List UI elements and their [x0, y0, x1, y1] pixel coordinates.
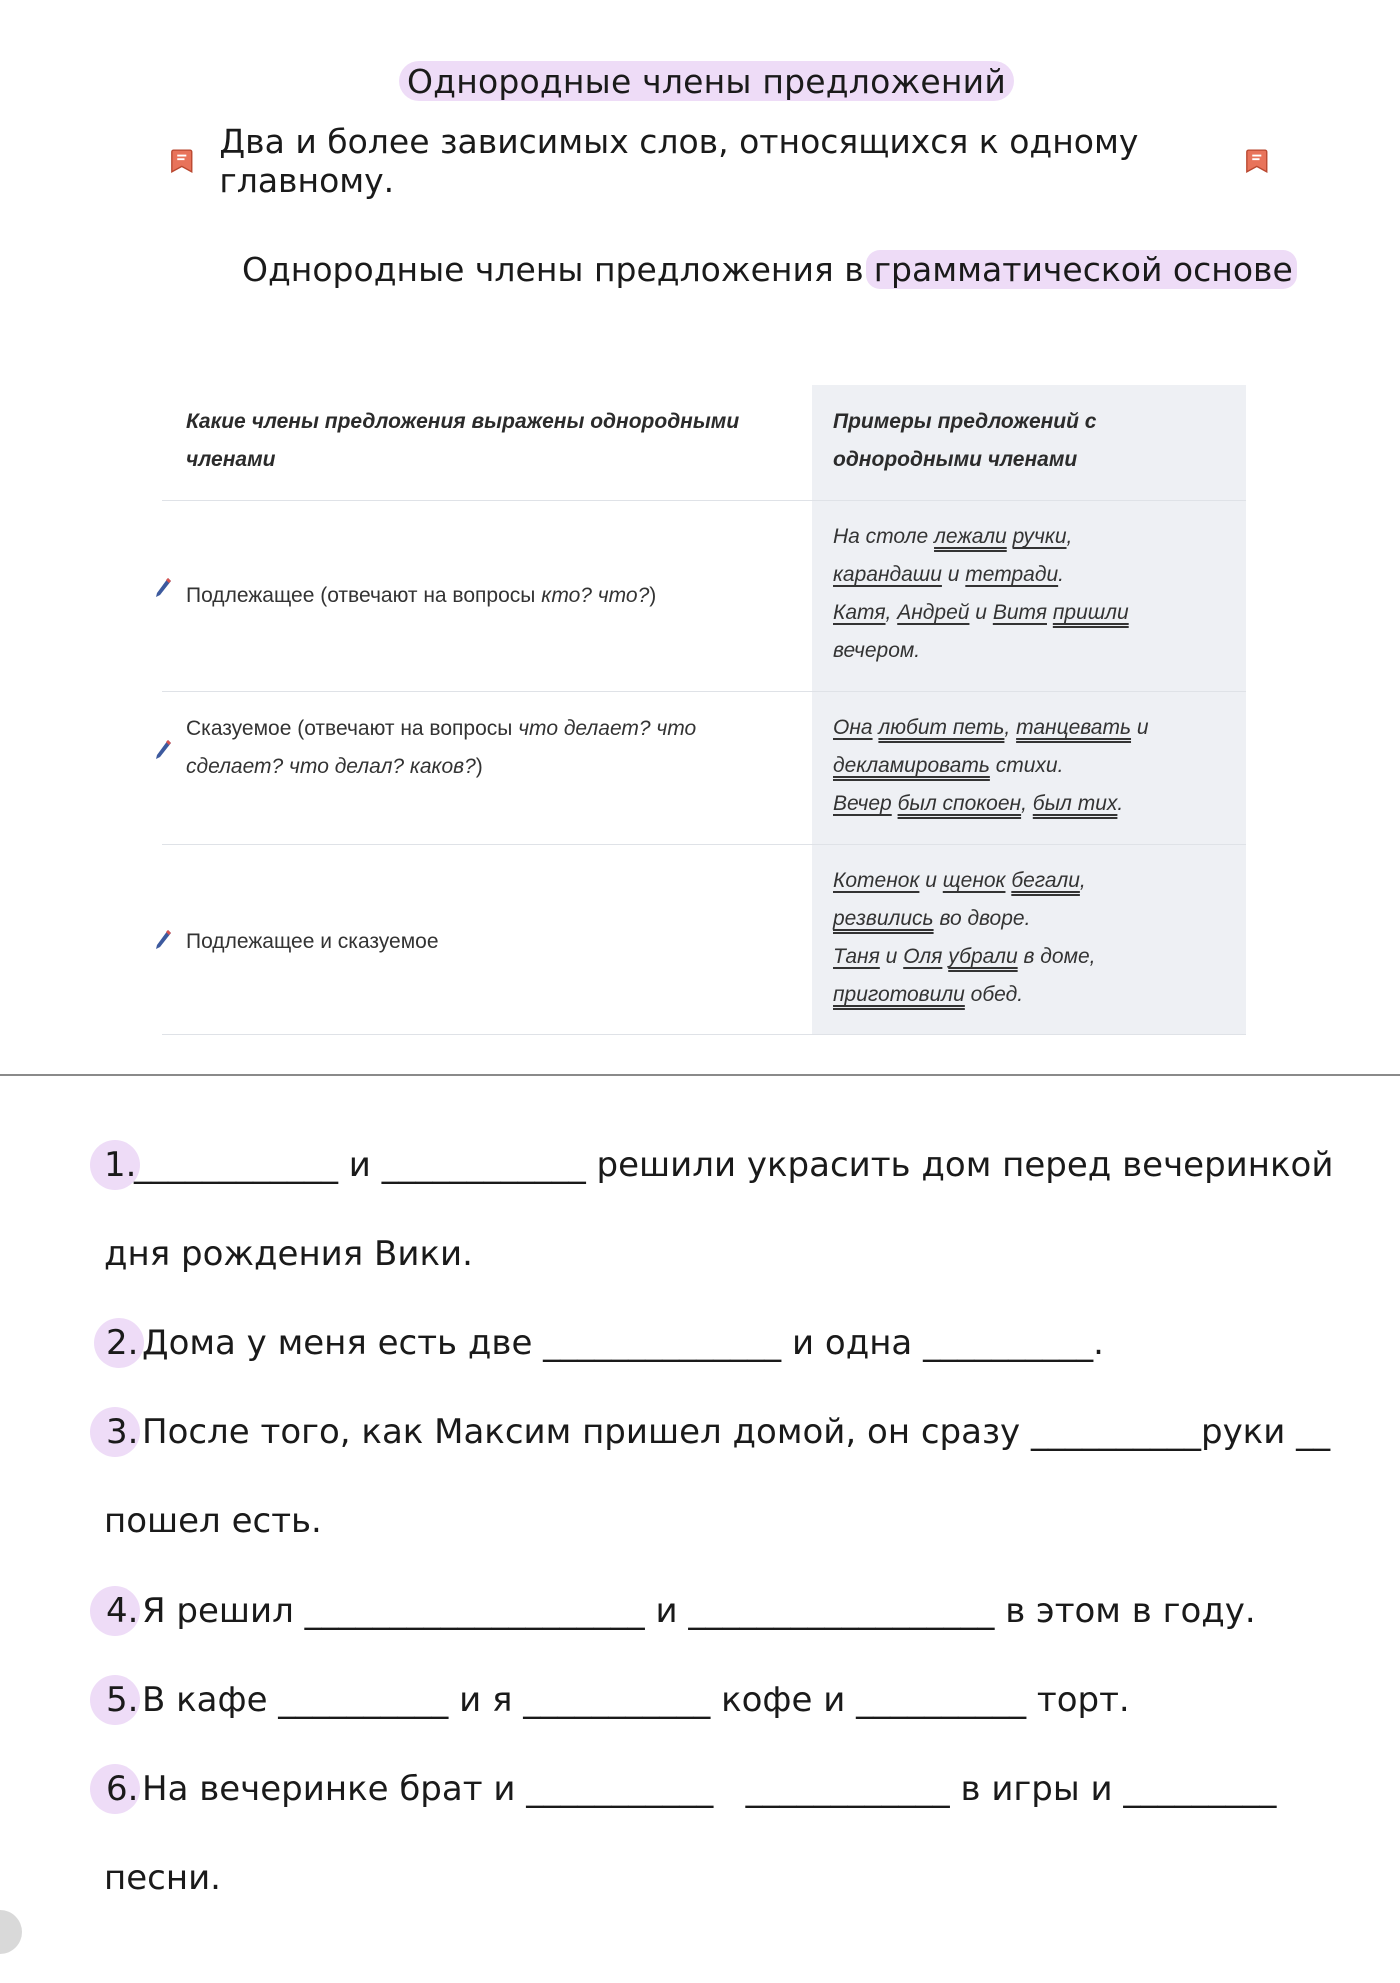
- example-word: стихи.: [995, 754, 1064, 777]
- example-word: вечером.: [833, 639, 921, 662]
- example-word: ,: [1079, 869, 1086, 892]
- example-word: тетради: [965, 563, 1059, 586]
- example-word: ,: [885, 601, 892, 624]
- header-cell-examples: Примеры предложений с однородными членами: [833, 410, 1097, 471]
- example-word: танцевать: [1016, 716, 1132, 739]
- header-cell-members: Какие члены предложения выражены однородными членами: [186, 410, 740, 471]
- subtitle-text: Однородные члены предложения в: [242, 249, 864, 289]
- example-word: был спокоен: [897, 792, 1022, 815]
- pencil-icon: [154, 576, 172, 600]
- example-word: .: [1117, 792, 1124, 815]
- example-word: и: [925, 869, 937, 892]
- member-text: Подлежащее (отвечают на вопросы: [186, 584, 542, 607]
- example-word: и: [885, 945, 898, 968]
- row-example-cell: [833, 709, 1223, 823]
- example-word: Витя: [992, 601, 1047, 624]
- member-question: что делает? что сделает? что делал? каков?: [186, 717, 697, 778]
- example-word: декламировать: [833, 754, 990, 777]
- member-end: ): [475, 755, 483, 778]
- example-word: и: [975, 601, 987, 624]
- example-word: На столе: [833, 525, 929, 548]
- member-text: Подлежащее и сказуемое: [186, 930, 439, 953]
- bookmark-icon: [1245, 146, 1270, 176]
- exercise-number: 5.: [106, 1680, 139, 1720]
- example-word: в доме,: [1023, 945, 1096, 968]
- example-word: пришли: [1052, 601, 1129, 624]
- example-word: карандаши: [833, 563, 942, 586]
- row-example-cell: [833, 518, 1223, 670]
- example-word: обед.: [970, 983, 1024, 1006]
- example-word: ,: [1004, 716, 1011, 739]
- member-end: ): [649, 584, 657, 607]
- example-word: Она: [833, 716, 873, 739]
- example-word: ,: [1021, 792, 1027, 815]
- pencil-icon: [154, 738, 172, 762]
- page-corner-badge: [0, 1910, 22, 1954]
- example-word: ручки: [1012, 525, 1067, 548]
- row-member-cell: [186, 710, 756, 786]
- example-word: во дворе.: [939, 907, 1031, 930]
- examples-table: [162, 385, 1246, 1035]
- subtitle-highlight: грамматической основе: [866, 250, 1297, 289]
- exercise-line: Я решил ____________________ и __________________ в этом в году.: [142, 1591, 1256, 1631]
- exercise-line: Дома у меня есть две ______________ и одна __________.: [142, 1323, 1104, 1363]
- exercise-line: В кафе __________ и я ___________ кофе и __________ торт.: [142, 1680, 1130, 1720]
- page-title: Однородные члены предложений: [399, 61, 1014, 101]
- exercise-line: После того, как Максим пришел домой, он сразу __________руки __: [142, 1412, 1331, 1452]
- table-row: [162, 501, 1246, 692]
- row-member-cell: [186, 923, 786, 961]
- row-example-cell: [833, 862, 1223, 1014]
- bookmark-icon: [170, 146, 195, 176]
- example-word: Катя: [833, 601, 886, 624]
- exercise-line: ____________ и ____________ решили украсить дом перед вечеринкой: [134, 1145, 1334, 1185]
- example-word: был тих: [1032, 792, 1118, 815]
- exercise-line: На вечеринке брат и ___________ ____________ в игры и _________: [142, 1769, 1277, 1809]
- member-question: кто? что?: [541, 584, 650, 607]
- exercise-number: 4.: [106, 1591, 139, 1631]
- example-word: бегали: [1011, 869, 1080, 892]
- row-member-cell: [186, 577, 786, 615]
- section-divider: [0, 1074, 1400, 1076]
- example-word: Котенок: [833, 869, 920, 892]
- example-word: ,: [1066, 525, 1073, 548]
- table-row: [162, 845, 1246, 1035]
- exercise-line: пошел есть.: [104, 1501, 322, 1541]
- exercise-number: 3.: [106, 1412, 139, 1452]
- subtitle: [242, 246, 1297, 292]
- example-word: Таня: [833, 945, 880, 968]
- exercise-line: песни.: [104, 1858, 221, 1898]
- table-row: [162, 692, 1246, 845]
- example-word: .: [1058, 563, 1064, 586]
- example-word: Андрей: [897, 601, 970, 624]
- example-word: Вечер: [833, 792, 892, 815]
- example-word: и: [947, 563, 960, 586]
- rule-line: [170, 122, 1270, 200]
- exercise-number: 2.: [106, 1323, 139, 1363]
- exercise-number: 1.: [104, 1145, 137, 1185]
- example-word: убрали: [948, 945, 1018, 968]
- example-word: резвились: [833, 907, 934, 930]
- example-word: и: [1136, 716, 1149, 739]
- example-word: лежали: [934, 525, 1007, 548]
- exercise-number: 6.: [106, 1769, 139, 1809]
- example-word: любит петь: [878, 716, 1005, 739]
- pencil-icon: [154, 928, 172, 952]
- rule-text: Два и более зависимых слов, относящихся к одному главному.: [219, 122, 1139, 200]
- example-word: щенок: [942, 869, 1006, 892]
- table-header-row: [162, 385, 1246, 501]
- example-word: приготовили: [833, 983, 965, 1006]
- member-text: Сказуемое (отвечают на вопросы: [186, 717, 519, 740]
- example-word: Оля: [903, 945, 943, 968]
- exercise-line: дня рождения Вики.: [104, 1234, 473, 1274]
